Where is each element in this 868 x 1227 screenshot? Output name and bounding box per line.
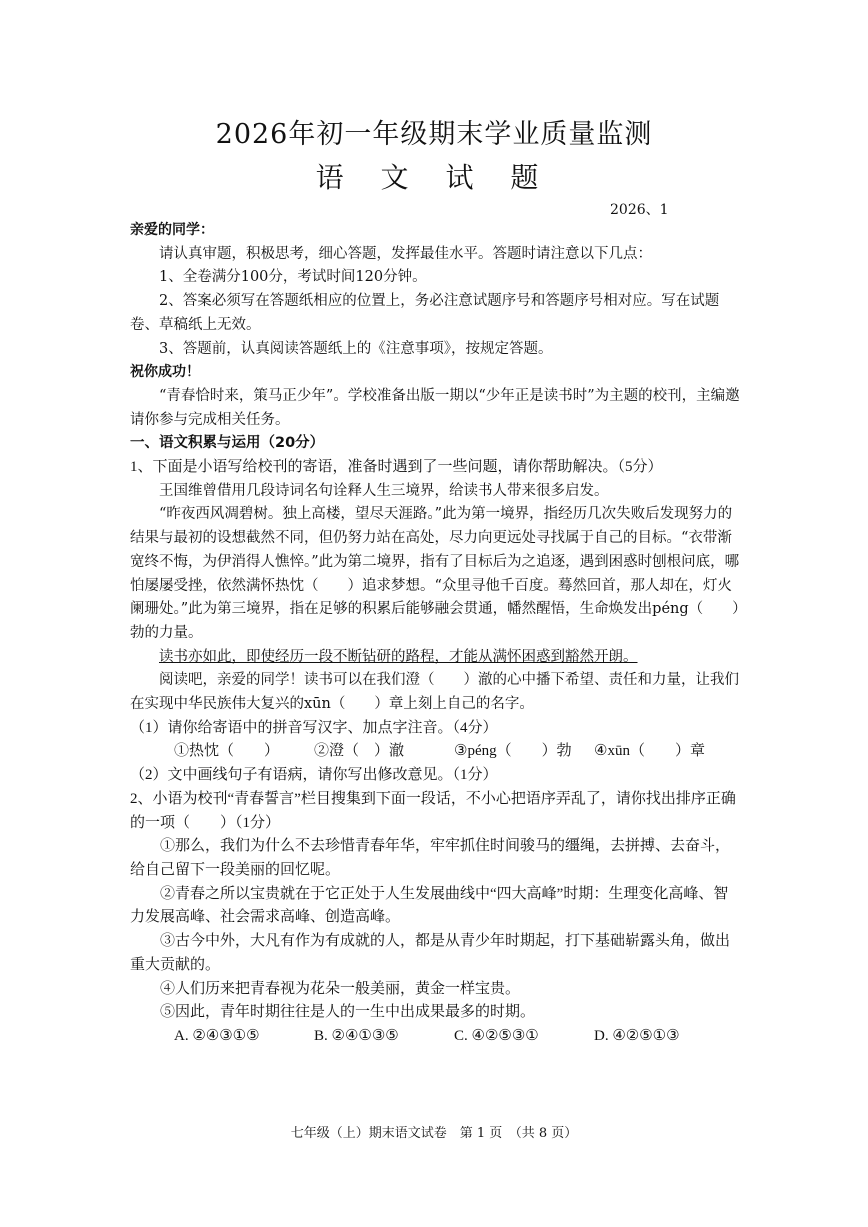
blank-item: ②澄（ ）澈 (314, 743, 405, 760)
q2-item: ④人们历来把青春视为花朵一般美丽，黄金一样宝贵。 (160, 980, 521, 997)
exam-body (130, 219, 740, 1049)
q2-item: ①那么，我们为什么不去珍惜青春年华，牢牢抓住时间骏马的缰绳，去拼搏、去奋斗，给自己留下一段美丽的回忆呢。 (130, 838, 731, 878)
blank-item: ①热忱（ ） (174, 743, 280, 760)
instruction-line: 2、答案必须写在答题纸相应的位置上，务必注意试题序号和答题序号相对应。写在试题卷、草稿纸上无效。 (130, 293, 720, 333)
q2-item: ⑤因此，青年时期往往是人的一生中出成果最多的时期。 (160, 1004, 536, 1021)
exam-date: 2026、1 (610, 202, 669, 218)
exam-subject: 语 文 试 题 (315, 161, 553, 194)
q1-paragraph: 王国维曾借用几段诗词名句诠释人生三境界，给读书人带来很多启发。 (159, 482, 609, 499)
q1-underlined-sentence: 读书亦如此，即使经历一段不断钻研的路程，才能从满怀困惑到豁然开朗。 (159, 648, 638, 665)
wish: 祝你成功！ (130, 364, 200, 381)
q2-item: ②青春之所以宝贵就在于它正处于人生发展曲线中“四大高峰”时期：生理变化高峰、智力发展高峰、社会需求高峰、创造高峰。 (130, 885, 729, 926)
blank-item: ④xūn（ ）章 (594, 743, 705, 760)
q1-paragraph: 阅读吧，亲爱的同学！读书可以在我们澄（ ）澈的心中播下希望、责任和力量，让我们在实现中华民族伟大复兴的xūn（ ）章上刻上自己的名字。 (130, 672, 739, 713)
question-1-stem: 1、下面是小语写给校刊的寄语，准备时遇到了一些问题，请你帮助解决。（5分） (130, 459, 663, 476)
option-c: C. ④②⑤③① (454, 1027, 539, 1044)
option-d: D. ④②⑤①③ (594, 1027, 680, 1044)
q1-sub-question-1: （1）请你给寄语中的拼音写汉字、加点字注音。（4分） (130, 719, 498, 736)
option-b: B. ②④①③⑤ (314, 1027, 399, 1044)
section-title: 一、语文积累与运用（20分） (130, 435, 325, 452)
question-2-stem: 2、小语为校刊“青春誓言”栏目搜集到下面一段话，不小心把语序弄乱了，请你找出排序正确的一项（ ）（1分） (130, 790, 736, 831)
instruction-line: 3、答题前，认真阅读答题纸上的《注意事项》，按规定答题。 (159, 340, 553, 357)
option-a: A. ②④③①⑤ (174, 1027, 260, 1044)
q1-sub-question-2: （2）文中画线句子有语病，请你写出修改意见。（1分） (130, 767, 498, 784)
page-footer: 七年级（上）期末语文试卷 第 1 页 （共 8 页） (290, 1126, 578, 1141)
q1-blanks (130, 740, 740, 764)
instruction-line: 请认真审题，积极思考，细心答题，发挥最佳水平。答题时请注意以下几点： (159, 245, 652, 262)
instruction-line: 1、全卷满分100分，考试时间120分钟。 (159, 269, 427, 286)
q2-options (130, 1025, 740, 1049)
q1-paragraph: “昨夜西风凋碧树。独上高楼，望尽天涯路。”此为第一境界，指经历几次失败后发现努力的结果与最初的设想截然不同，但仍努力站在高处，尽力向更远处寻找属于自己的目标。“衣带渐宽终不悔，为伊消得人憔悴。”此为第二境界，指有了目标后为之追逐，遇到困惑时刨根问底，哪怕屡屡受挫，依然满怀热忱（ ）追求梦想。“众里寻他千百度。蓦然回首，那人却在，灯火阑珊处。”此为第三境界，指在足够的积累后能够融会贯通，幡然醒悟，生命焕发出péng（ ）勃的力量。 (130, 506, 740, 641)
greeting: 亲爱的同学： (130, 222, 214, 238)
exam-title: 2026年初一年级期末学业质量监测 (215, 119, 653, 150)
intro-paragraph: “青春恰时来，策马正少年”。学校准备出版一期以“少年正是读书时”为主题的校刊，主编邀请你参与完成相关任务。 (130, 387, 740, 428)
blank-item: ③péng（ ）勃 (454, 743, 572, 760)
q2-item: ③古今中外，大凡有作为有成就的人，都是从青少年时期起，打下基础崭露头角，做出重大贡献的。 (130, 933, 731, 973)
